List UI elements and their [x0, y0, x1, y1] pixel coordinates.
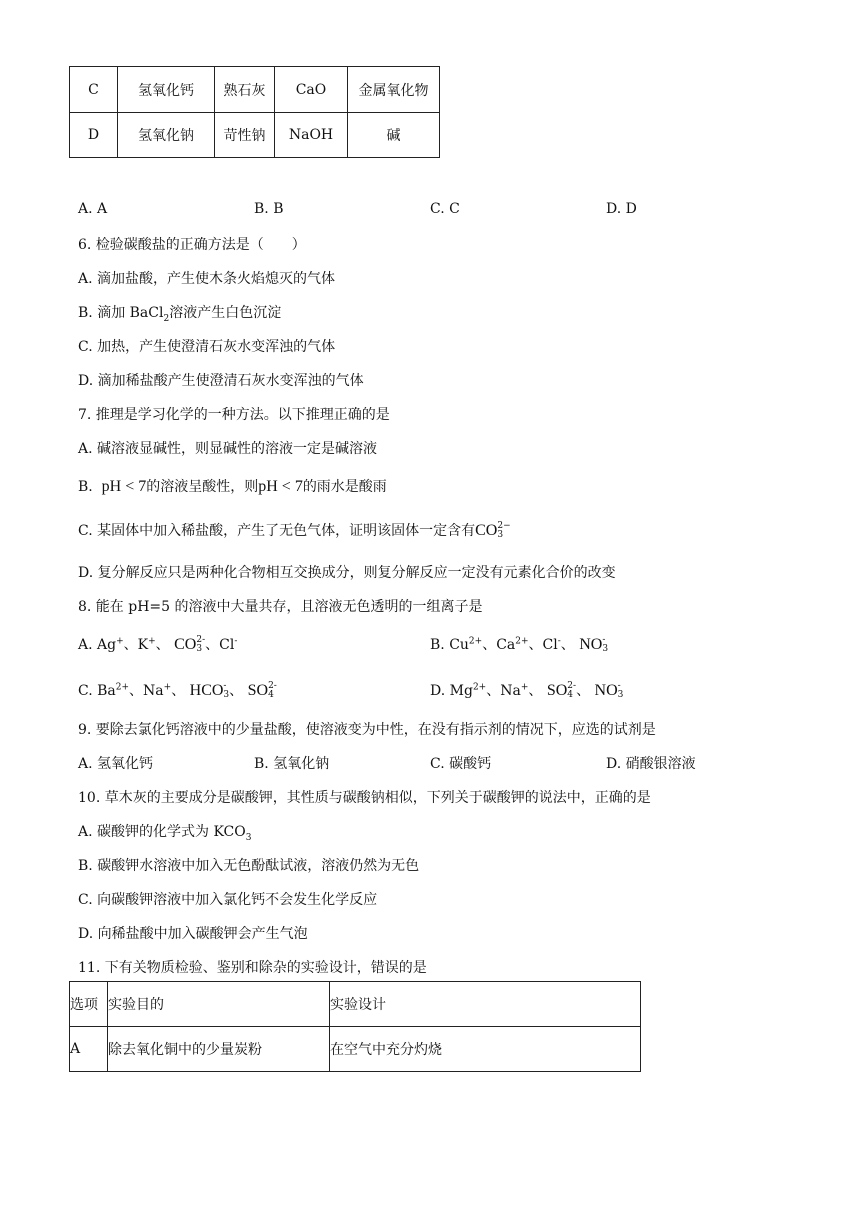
option-text: B. Cu: [430, 637, 469, 653]
q9-option-a: A. 氢氧化钙: [78, 756, 154, 772]
superscript: 2-: [268, 681, 277, 691]
table-cell: 氢氧化钠: [118, 113, 215, 158]
ion: SO: [546, 682, 568, 699]
q7-b-text-end: 的雨水是酸雨: [302, 479, 387, 495]
q7-option-b: [78, 476, 387, 496]
table-row: [70, 67, 440, 113]
table-header-cell: 实验设计: [330, 982, 641, 1027]
separator: 、: [528, 683, 543, 699]
table-cell: 金属氧化物: [348, 67, 440, 113]
ion: CO: [475, 522, 498, 539]
formula: pH < 7: [101, 478, 147, 495]
ion: NO: [579, 636, 603, 653]
ion: HCO: [189, 682, 224, 699]
q6-b-text-end: 溶液产生白色沉淀: [169, 305, 282, 321]
table-cell: 氢氧化钙: [118, 67, 215, 113]
q6-option-a: A. 滴加盐酸，产生使木条火焰熄灭的气体: [78, 271, 336, 287]
q8-option-b: [430, 634, 608, 654]
q8-option-c: [78, 680, 277, 700]
top-table: [69, 66, 440, 158]
table-cell: NaOH: [275, 113, 348, 158]
q7-option-d: D. 复分解反应只是两种化合物相互交换成分，则复分解反应一定没有元素化合价的改变: [78, 565, 616, 581]
option-text: 、Ca: [482, 637, 516, 653]
superscript: -: [234, 636, 238, 647]
superscript: 2-: [196, 635, 206, 645]
option-text: D. Mg: [430, 683, 473, 699]
q10-option-a: [78, 821, 251, 841]
subscript: 3: [196, 644, 203, 654]
subscript: 3: [497, 530, 504, 540]
table-row: [70, 1027, 641, 1072]
formula: pH < 7: [258, 478, 303, 495]
q6-option-b: [78, 302, 281, 322]
q11-stem: 11. 下有关物质检验、鉴别和除杂的实验设计，错误的是: [78, 960, 427, 976]
q9-option-b: B. 氢氧化钠: [254, 756, 330, 772]
option-text: 、Cl: [528, 637, 558, 653]
table-cell: 除去氧化铜中的少量炭粉: [108, 1027, 330, 1072]
option-label: B.: [78, 479, 93, 495]
superscript: -: [223, 681, 227, 691]
q7-b-text: 的溶液呈酸性，则: [146, 479, 259, 495]
q6-b-text: B. 滴加 BaCl: [78, 305, 164, 321]
q5-option-a: A. A: [78, 201, 108, 217]
q8-stem: 8. 能在 pH=5 的溶液中大量共存，且溶液无色透明的一组离子是: [78, 599, 483, 615]
separator: 、: [229, 683, 244, 699]
subscript: 2: [163, 313, 170, 324]
table-header-cell: 选项: [70, 982, 108, 1027]
option-text: 、Na: [486, 683, 521, 699]
option-text: 、K: [123, 637, 149, 653]
superscript: -: [617, 681, 621, 691]
superscript: -: [602, 635, 606, 645]
q5-option-c: C. C: [430, 201, 460, 217]
q5-option-b: B. B: [254, 201, 284, 217]
q6-stem: 6. 检验碳酸盐的正确方法是（ ）: [78, 237, 306, 253]
q8-option-a: [78, 634, 237, 654]
ion: NO: [594, 682, 618, 699]
separator: 、: [171, 683, 186, 699]
option-text: 、Cl: [205, 637, 235, 653]
subscript: 4: [567, 690, 574, 700]
q10-option-c: C. 向碳酸钾溶液中加入氯化钙不会发生化学反应: [78, 892, 378, 908]
separator: 、: [576, 683, 591, 699]
q6-option-d: D. 滴加稀盐酸产生使澄清石灰水变浑浊的气体: [78, 373, 364, 389]
table-cell: A: [70, 1027, 108, 1072]
q9-option-c: C. 碳酸钙: [430, 756, 492, 772]
subscript: 3: [602, 644, 609, 654]
q7-option-c: [78, 520, 511, 540]
superscript: +: [148, 636, 156, 647]
q9-option-d: D. 硝酸银溶液: [606, 756, 696, 772]
table-cell: 熟石灰: [215, 67, 275, 113]
q9-stem: 9. 要除去氯化钙溶液中的少量盐酸，使溶液变为中性，在没有指示剂的情况下，应选的试剂是: [78, 722, 656, 738]
q5-option-d: D. D: [606, 201, 637, 217]
table-header-cell: 实验目的: [108, 982, 330, 1027]
separator: 、: [155, 637, 170, 653]
subscript: 3: [223, 690, 230, 700]
superscript: -: [557, 636, 561, 647]
superscript: 2-: [567, 681, 577, 691]
table-cell: D: [70, 113, 118, 158]
table-cell: 在空气中充分灼烧: [330, 1027, 641, 1072]
superscript: 2+: [472, 682, 487, 693]
subscript: 4: [268, 690, 274, 700]
q10-stem: 10. 草木灰的主要成分是碳酸钾，其性质与碳酸钠相似，下列关于碳酸钾的说法中，正确的是: [78, 790, 651, 806]
option-text: C. Ba: [78, 683, 116, 699]
ion: CO: [174, 636, 197, 653]
option-text: A. Ag: [78, 637, 117, 653]
superscript: 2+: [468, 636, 483, 647]
superscript: 2−: [497, 521, 511, 531]
table-cell: 苛性钠: [215, 113, 275, 158]
superscript: +: [116, 636, 124, 647]
q10-option-b: B. 碳酸钾水溶液中加入无色酚酞试液，溶液仍然为无色: [78, 858, 420, 874]
superscript: 2+: [515, 636, 529, 647]
table-cell: 碱: [348, 113, 440, 158]
subscript: 3: [617, 690, 624, 700]
q7-option-a: A. 碱溶液显碱性，则显碱性的溶液一定是碱溶液: [78, 441, 378, 457]
option-text: 、Na: [129, 683, 164, 699]
table-cell: C: [70, 67, 118, 113]
q7-c-text: C. 某固体中加入稀盐酸，产生了无色气体，证明该固体一定含有: [78, 523, 476, 539]
q10-option-d: D. 向稀盐酸中加入碳酸钾会产生气泡: [78, 926, 308, 942]
q11-table: [69, 981, 641, 1072]
table-header-row: [70, 982, 641, 1027]
table-cell: CaO: [275, 67, 348, 113]
subscript: 3: [245, 832, 252, 843]
q10-a-text: A. 碳酸钾的化学式为 KCO: [78, 824, 246, 840]
superscript: +: [163, 682, 172, 693]
superscript: 2+: [115, 682, 130, 693]
separator: 、: [560, 637, 575, 653]
q8-option-d: [430, 680, 623, 700]
q6-option-c: C. 加热，产生使澄清石灰水变浑浊的气体: [78, 339, 336, 355]
table-row: [70, 113, 440, 158]
ion: SO: [247, 682, 269, 699]
superscript: +: [520, 682, 529, 693]
q7-stem: 7. 推理是学习化学的一种方法。以下推理正确的是: [78, 407, 390, 423]
